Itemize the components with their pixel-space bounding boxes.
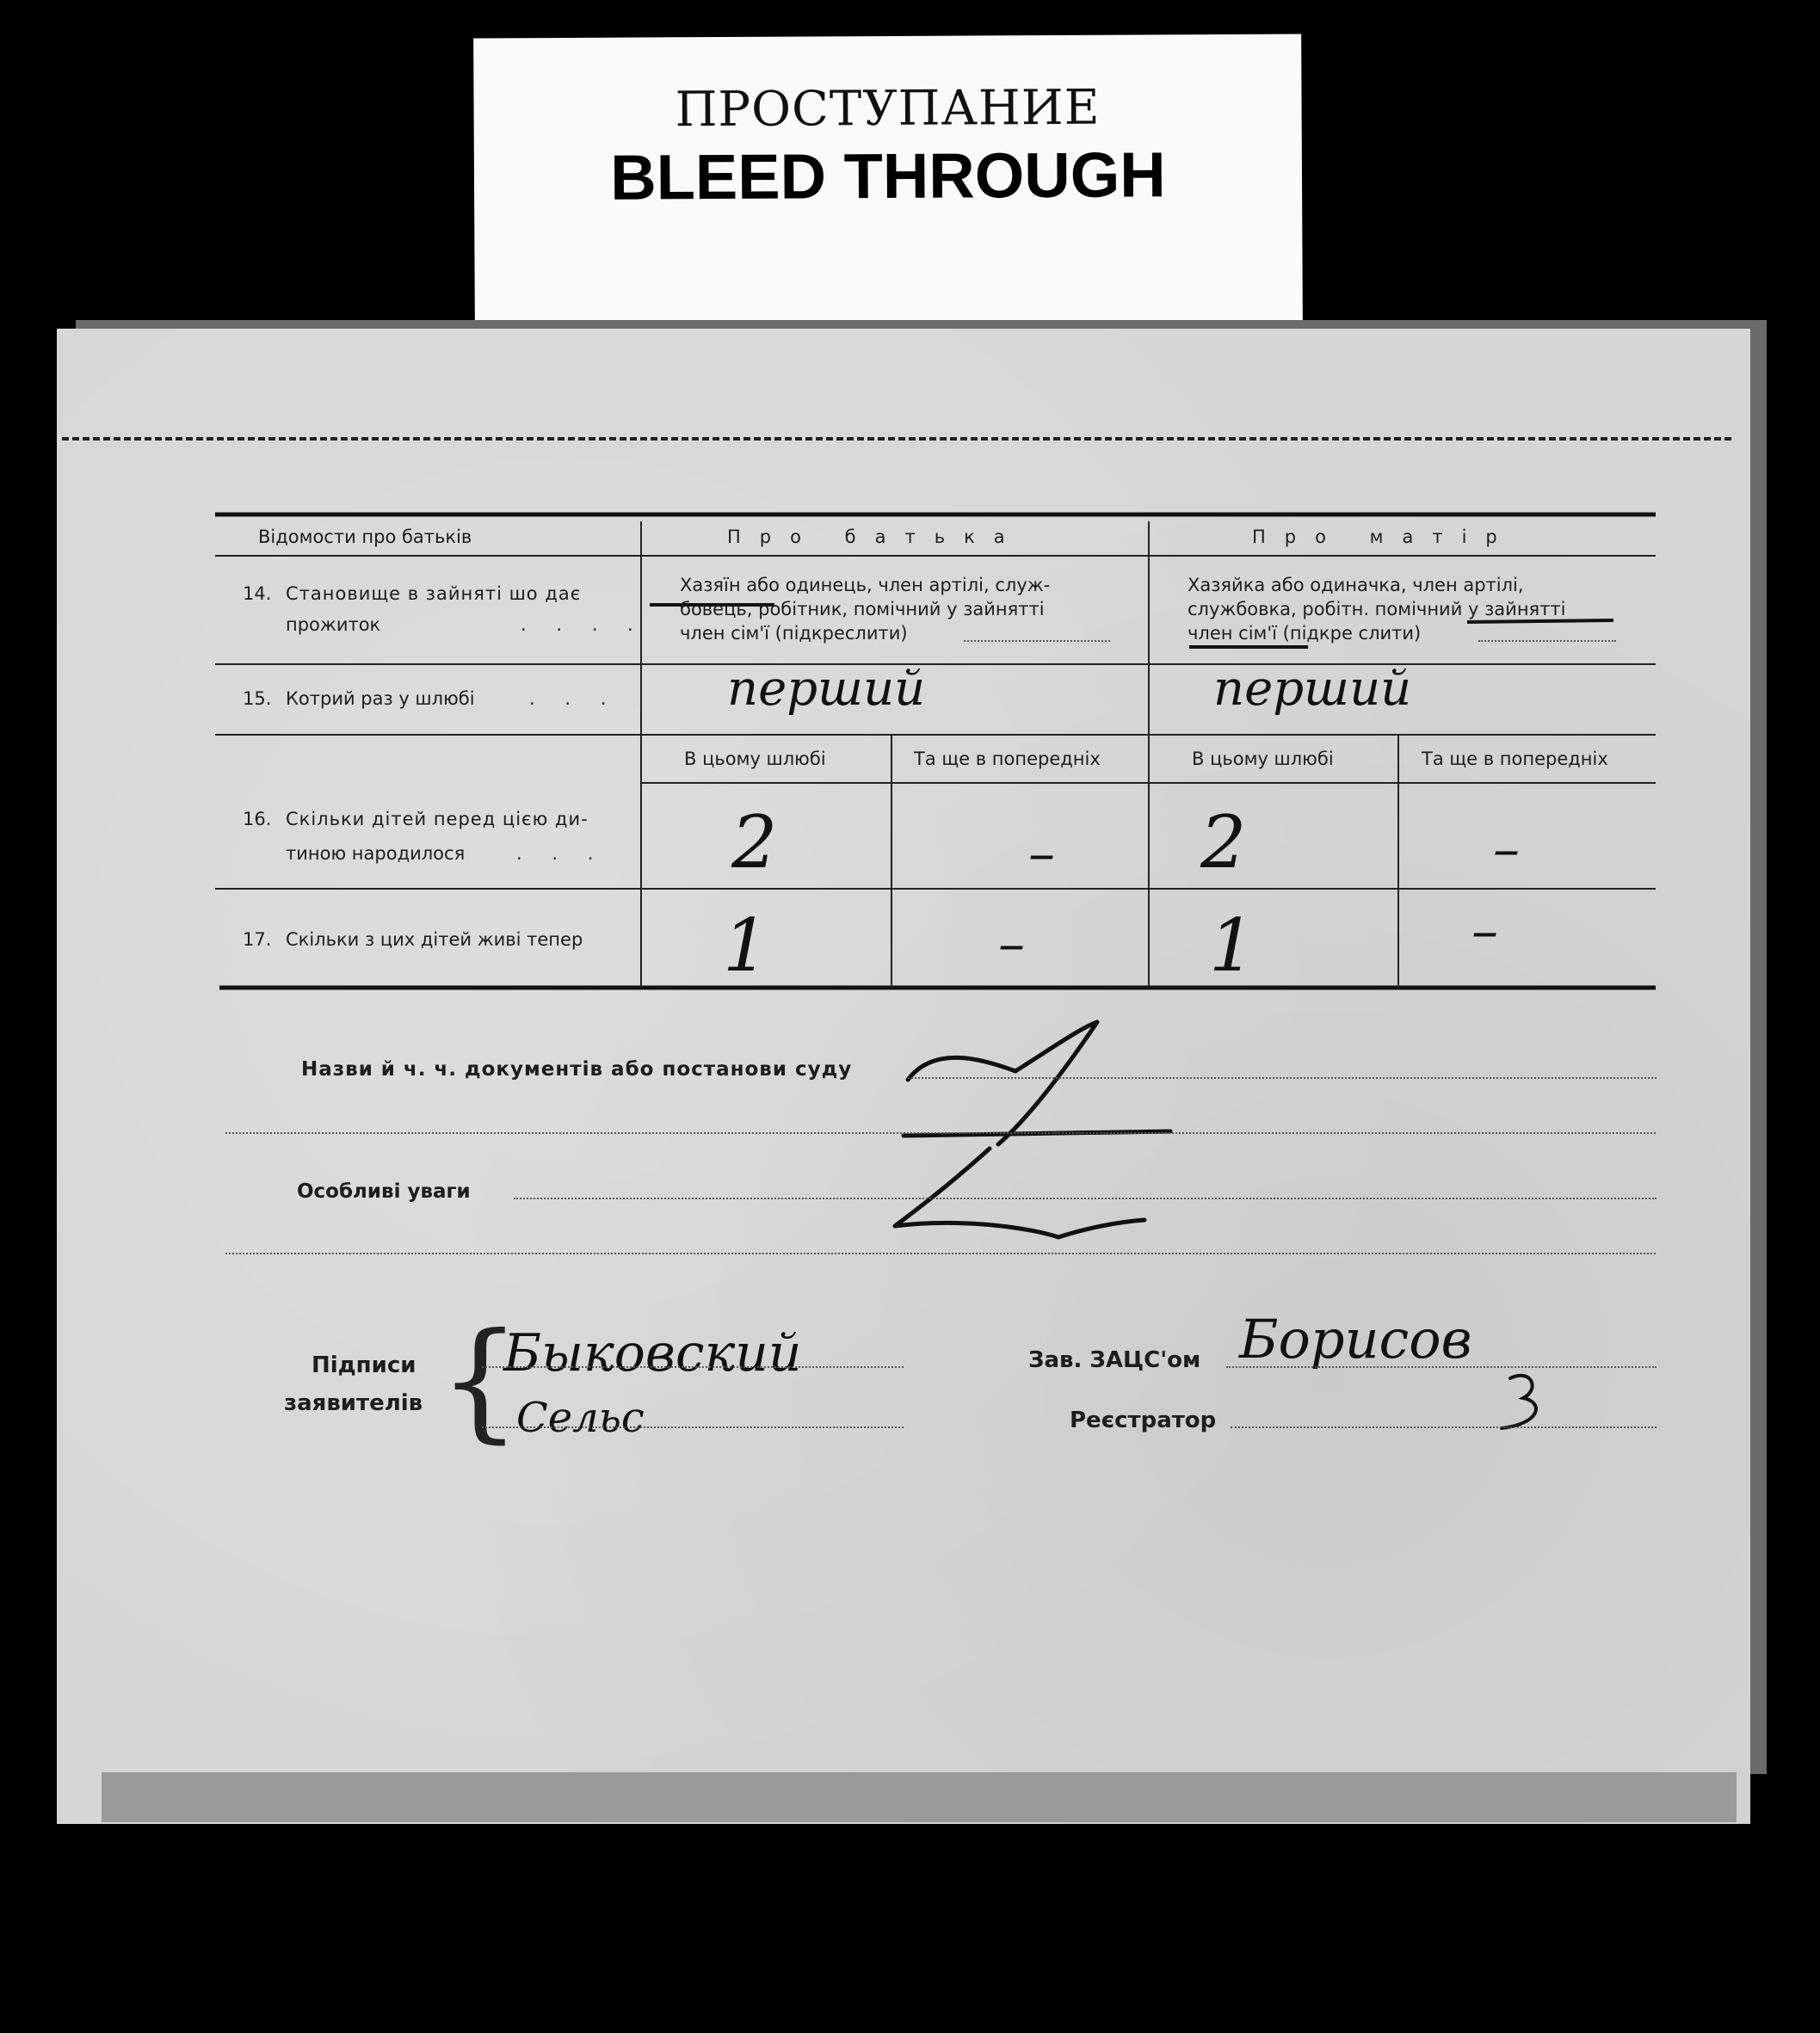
applicant-signature-2: Сельс: [516, 1394, 645, 1442]
row16-number: 16.: [243, 809, 272, 829]
row14-father-line2: бовець, робітник, помічний у зайнятті: [680, 599, 1045, 619]
row17-number: 17.: [243, 929, 272, 950]
row14-number: 14.: [243, 583, 272, 604]
signatures-brace: {: [439, 1306, 521, 1456]
row14-label-dots: . . . .: [521, 614, 645, 635]
row16-label-dots: . . .: [516, 843, 606, 864]
signatures-label-line1: Підписи: [312, 1352, 416, 1378]
row16-label-line2: тиною народилося: [286, 843, 466, 864]
row16-label-line1: Скільки дітей перед цією ди-: [286, 809, 589, 829]
row14-label-line1: Становище в зайняті шо дає: [286, 583, 582, 604]
header-about-father: Про батька: [727, 527, 1024, 547]
row16-mother-prev-handwritten: –: [1493, 817, 1520, 880]
header-about-mother: Про матір: [1252, 527, 1516, 547]
row14-father-line1: Хазяїн або одинець, член артілі, служ-: [680, 575, 1051, 595]
registrar-label: Реєстратор: [1070, 1408, 1217, 1433]
row14-mother-line3: член сім'ї (підкре слити): [1188, 623, 1422, 644]
documents-label: Назви й ч. ч. документів або постанови суду: [301, 1058, 853, 1081]
subheader-mother-this-marriage: В цьому шлюбі: [1192, 749, 1334, 769]
documents-dotline-1: [908, 1077, 1657, 1079]
banner-line-en: BLEED THROUGH: [610, 139, 1166, 213]
row17-mother-prev-handwritten: –: [1471, 899, 1498, 962]
row14-father-line3: член сім'ї (підкреслити): [680, 623, 908, 644]
subheader-father-previous: Та ще в попередніх: [914, 749, 1101, 769]
perforation-line: [62, 437, 1731, 440]
row15-label-dots: . . .: [529, 688, 619, 709]
row16-mother-this-handwritten: 2: [1200, 800, 1247, 884]
row15-number: 15.: [243, 688, 272, 709]
row16-father-prev-handwritten: –: [1028, 822, 1055, 884]
row15-label: Котрий раз у шлюбі: [286, 688, 475, 709]
row16-father-this-handwritten: 2: [731, 800, 778, 884]
banner-line-ru: ПРОСТУПАНИЕ: [675, 79, 1101, 139]
applicant-signature-1: Быковский: [503, 1323, 802, 1383]
head-of-registry-label: Зав. ЗАЦС'ом: [1028, 1347, 1201, 1373]
remarks-label: Особливі уваги: [297, 1180, 471, 1203]
row15-father-handwritten: перший: [727, 661, 926, 717]
row17-father-prev-handwritten: –: [998, 912, 1025, 975]
row14-mother-dotline: [1478, 640, 1616, 642]
paper-bottom-edge: [102, 1772, 1737, 1822]
bleed-through-label-card: [473, 34, 1303, 324]
row14-label-line2: прожиток: [286, 614, 381, 635]
row17-father-this-handwritten: 1: [723, 903, 769, 988]
row14-mother-line2: службовка, робітн. помічний у зайнятті: [1188, 599, 1566, 619]
row17-mother-this-handwritten: 1: [1209, 903, 1255, 988]
applicant2-dotline: [482, 1426, 904, 1428]
row15-mother-handwritten: перший: [1213, 661, 1412, 717]
subheader-mother-previous: Та ще в попередніх: [1422, 749, 1608, 769]
subheader-father-this-marriage: В цьому шлюбі: [684, 749, 826, 769]
row17-label: Скільки з цих дітей живі тепер: [286, 929, 583, 950]
row14-mother-line1: Хазяйка або одиначка, член артілі,: [1188, 575, 1524, 595]
applicant1-dotline: [482, 1366, 904, 1368]
remarks-dotline-1: [514, 1198, 1657, 1199]
signatures-label-line2: заявителів: [284, 1390, 423, 1416]
head-of-registry-signature: Борисов: [1239, 1308, 1472, 1371]
row14-father-dotline: [964, 640, 1110, 642]
header-info-about-parents: Відомости про батьків: [258, 527, 472, 547]
head-signature-dotline: [1226, 1366, 1657, 1368]
remarks-dotline-2: [225, 1253, 1656, 1254]
registrar-dotline: [1231, 1426, 1657, 1428]
documents-dotline-2: [225, 1132, 1656, 1134]
